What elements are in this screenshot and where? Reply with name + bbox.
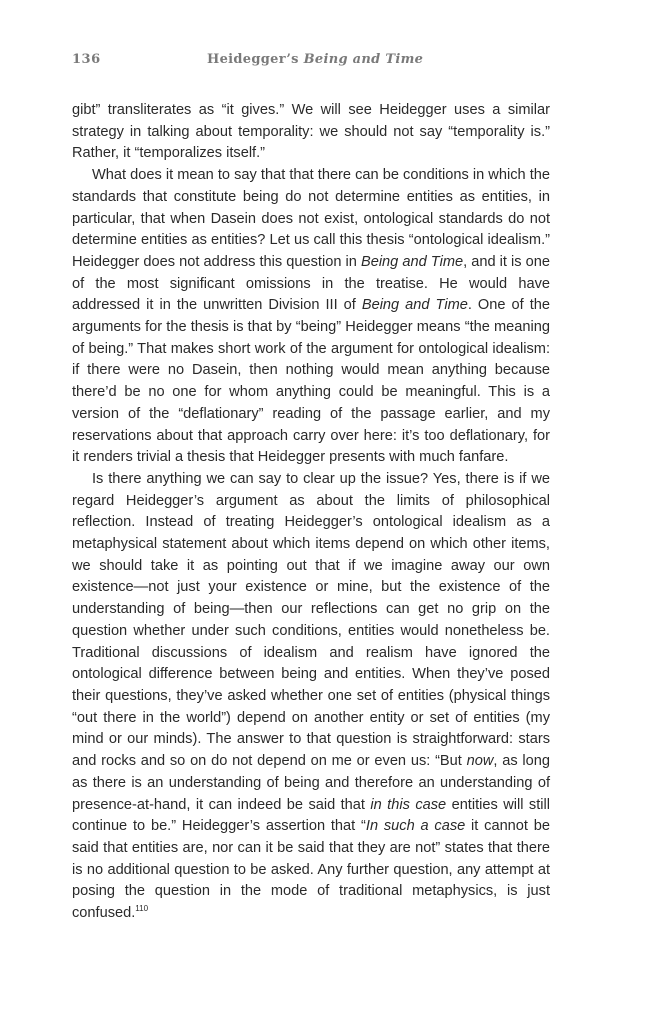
running-head-title: Being and Time <box>303 52 424 67</box>
body-text <box>72 100 550 925</box>
italic-text: In such a case <box>365 818 466 835</box>
text-run: , and it is one of the most significant omissions in the treatise. He would have addressed it in the unwritten Division III of <box>72 253 550 314</box>
text-run: it cannot be said that entities are, nor can it be said that they are not” states that there is no additional question to be asked. Any further question, any attempt at posing the question in the mode of traditional metaphysics, is just confused. <box>72 818 551 922</box>
text-run: , as long as there is an understanding of being and therefore an understanding of presence-at-hand, it can indeed be said that <box>72 753 550 813</box>
paragraph-2 <box>72 165 550 469</box>
text-run: . One of the arguments for the thesis is that by “being” Heidegger means “the meaning of being.” That makes short work of the argument for ontological idealism: if there were no Dasein, then nothing would mean anything because there’d be no one for whom anything could be meaningful. This is a version of the “deflationary” reading of the passage earlier, and my reservations about that approach carry over here: it’s too deflationary, for it renders trivial a thesis that Heidegger presents with much fanfare. <box>72 297 550 466</box>
paragraph-3 <box>72 469 550 925</box>
text-run: entities will still continue to be.” Heidegger’s assertion that “ <box>72 796 551 835</box>
page-number: 136 <box>72 52 101 67</box>
italic-text: Being and Time <box>361 297 468 314</box>
italic-text: Being and Time <box>360 253 464 270</box>
running-head-prefix: Heidegger’s <box>207 52 304 67</box>
italic-text: now <box>466 753 494 770</box>
paragraph-1 <box>72 100 550 165</box>
text-run: What does it mean to say that that there can be conditions in which the standards that constitute being do not determine entities as entities, in particular, that when Dasein does not exist, ontological standards do not determine entities as entities? Let us call this thesis “ontological idealism.” Heidegger does not address this question in <box>72 167 550 270</box>
italic-text: in this case <box>370 796 447 813</box>
text-run: Is there anything we can say to clear up the issue? Yes, there is if we regard Heidegger’s argument as about the limits of philosophical reflection. Instead of treating Heidegger’s ontological idealism as a metaphysical statement about which items depend on which other items, we should take it as pointing out that if we imagine away our own existence—not just your existence or mine, but the existence of the understanding of being—then our reflections can get no grip on the question whether under such conditions, entities would nonetheless be. Traditional discussions of idealism and realism have ignored the ontological difference between being and entities. When they’ve posed their questions, they’ve asked whether one set of entities (physical things “out there in the world”) depend on another entity or set of entities (my mind or our minds). The answer to that question is straightforward: stars and rocks and so on do not depend on me or even us: “But <box>72 470 550 770</box>
running-head <box>207 52 423 67</box>
text-run: gibt” transliterates as “it gives.” We will see Heidegger uses a similar strategy in talking about temporality: we should not say “temporality is.” Rather, it “temporalizes itself.” <box>72 102 550 162</box>
footnote-ref: 110 <box>135 904 149 914</box>
